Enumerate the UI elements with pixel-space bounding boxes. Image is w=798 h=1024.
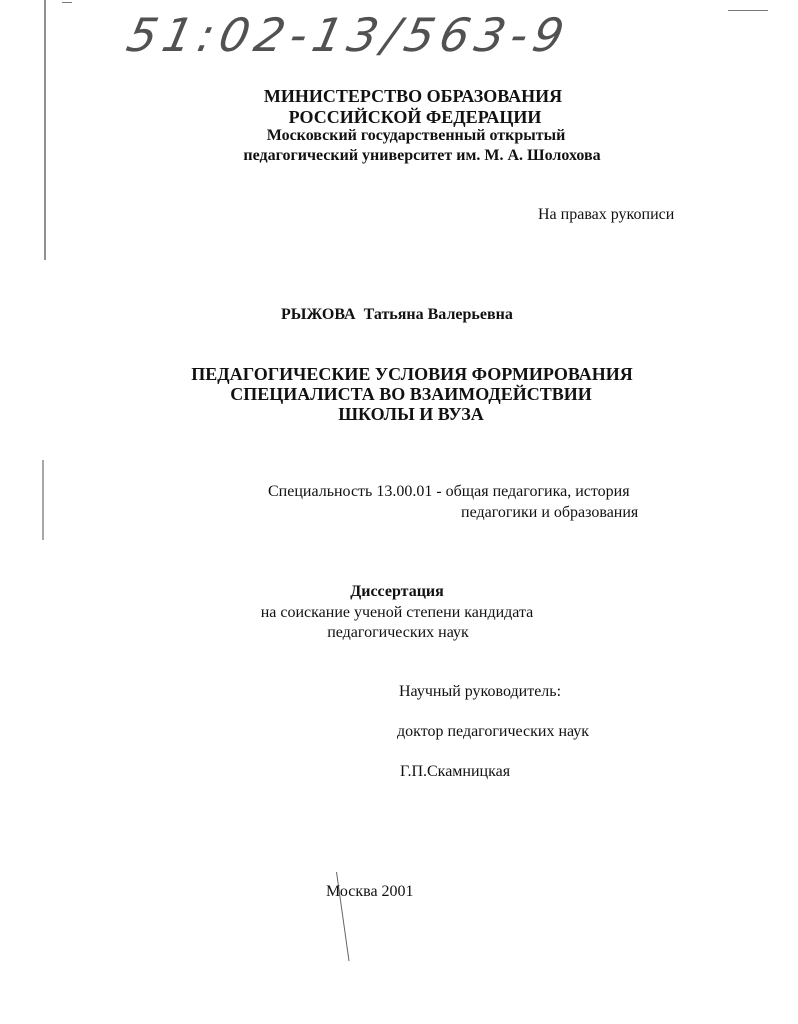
manuscript-note: На правах рукописи bbox=[538, 206, 675, 223]
supervisor-label: Научный руководитель: bbox=[399, 683, 562, 700]
title-line2: СПЕЦИАЛИСТА ВО ВЗАИМОДЕЙСТВИИ bbox=[230, 384, 592, 404]
supervisor-name: Г.П.Скамницкая bbox=[400, 763, 511, 780]
ministry-line1: МИНИСТЕРСТВО ОБРАЗОВАНИЯ bbox=[263, 86, 563, 106]
left-binding-mark bbox=[44, 0, 46, 260]
left-binding-mark-lower bbox=[42, 460, 44, 540]
dissertation-heading: Диссертация bbox=[350, 583, 444, 600]
author-surname: РЫЖОВА bbox=[281, 306, 356, 323]
specialty-line1: Специальность 13.00.01 - общая педагогика, история bbox=[268, 483, 630, 500]
dissertation-line1: на соискание ученой степени кандидата bbox=[260, 604, 534, 621]
top-edge-mark bbox=[62, 2, 72, 3]
title-line1: ПЕДАГОГИЧЕСКИЕ УСЛОВИЯ ФОРМИРОВАНИЯ bbox=[191, 364, 633, 384]
university-line1: Московский государственный открытый bbox=[266, 127, 566, 144]
author-name bbox=[281, 306, 513, 324]
top-right-edge-mark bbox=[728, 10, 768, 11]
dissertation-line2: педагогических наук bbox=[327, 624, 469, 641]
author-given-names: Татьяна Валерьевна bbox=[363, 306, 513, 323]
university-line2: педагогический университет им. М. А. Шолохова bbox=[243, 147, 601, 164]
place-year: Москва 2001 bbox=[326, 883, 414, 900]
supervisor-degree: доктор педагогических наук bbox=[397, 723, 590, 740]
title-line3: ШКОЛЫ И ВУЗА bbox=[338, 404, 484, 424]
ministry-line2: РОССИЙСКОЙ ФЕДЕРАЦИИ bbox=[288, 107, 542, 127]
archive-code-handwritten: 51:02-13/563-9 bbox=[122, 8, 575, 62]
specialty-line2: педагогики и образования bbox=[461, 504, 639, 521]
